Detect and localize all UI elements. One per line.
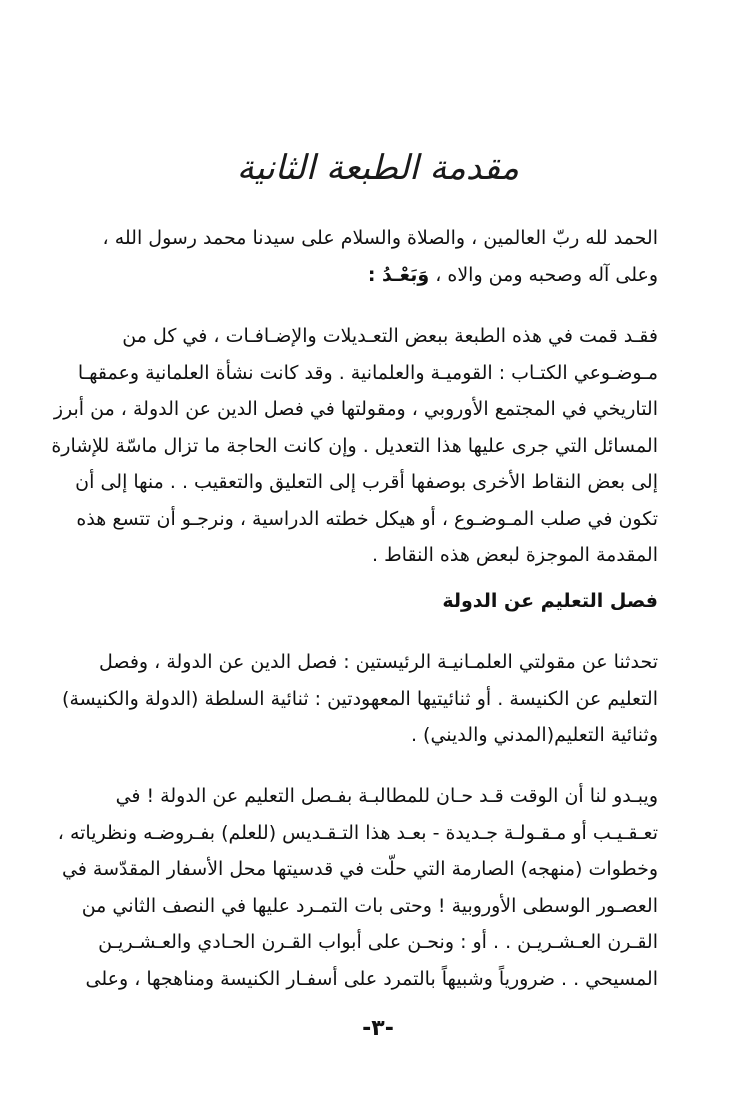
text-line: المقدمة الموجزة لبعض هذه النقاط . xyxy=(372,544,658,566)
page-number: -٣- xyxy=(362,1016,394,1041)
intro-paragraph xyxy=(104,220,658,293)
section-heading: فصل التعليم عن الدولة xyxy=(442,590,658,612)
text-line: المسيحي . . ضرورياً وشبيهاً بالتمرد على أسفـار الكنيسة ومناهجها ، وعلى xyxy=(85,967,658,990)
paragraph-1 xyxy=(51,318,658,574)
text-line: العصـور الوسطى الأوروبية ! وحتى بات التمـرد عليها في النصف الثاني من xyxy=(81,894,658,917)
text-line: وثنائية التعليم(المدني والديني) . xyxy=(410,724,658,746)
text-line: إلى بعض النقاط الأخرى بوصفها أقرب إلى التعليق والتعقيب . . منها إلى أن xyxy=(75,471,658,493)
text-line: تحدثنا عن مقولتي العلمـانيـة الرئيستين : فصل الدين عن الدولة ، وفصل xyxy=(98,651,658,673)
text-segment: وعلى آله وصحبه ومن والاه ، xyxy=(435,263,658,286)
text-line: الحمد لله ربّ العالمين ، والصلاة والسلام على سيدنا محمد رسول الله ، xyxy=(102,227,658,249)
text-line: تكون في صلب المـوضـوع ، أو هيكل خطته الدراسية ، ونرجـو أن تتسع هذه xyxy=(76,507,658,530)
text-line xyxy=(104,257,658,294)
paragraph-3 xyxy=(57,778,658,997)
paragraph-2 xyxy=(62,644,658,754)
emphasis-text: وَبَعْـدُ : xyxy=(367,263,430,286)
text-line: التعليم عن الكنيسة . أو ثنائيتيها المعهودتين : ثنائية السلطة (الدولة والكنيسة) xyxy=(62,687,658,710)
text-line: مـوضـوعي الكتـاب : القوميـة والعلمانية . وقد كانت نشأة العلمانية وعمقهـا xyxy=(77,361,658,384)
text-line: التاريخي في المجتمع الأوروبي ، ومقولتها في فصل الدين عن الدولة ، من أبرز xyxy=(53,398,658,420)
text-line: القـرن العـشـريـن . . أو : ونحـن على أبواب القـرن الحـادي والعـشـريـن xyxy=(98,931,658,953)
text-line: وخطوات (منهجه) الصارمة التي حلّت في قدسيتها محل الأسفار المقدّسة في xyxy=(61,858,658,880)
chapter-title: مقدمة الطبعة الثانية xyxy=(236,148,520,188)
text-line: ويبـدو لنا أن الوقت قـد حـان للمطالبـة بفـصل التعليم عن الدولة ! في xyxy=(115,785,658,807)
text-line: تعـقـيـب أو مـقـولـة جـديدة - بعـد هذا التـقـديس (للعلم) بفـروضـه ونظرياته ، xyxy=(57,821,658,844)
text-line: فقـد قمت في هذه الطبعة ببعض التعـديلات والإضـافـات ، في كل من xyxy=(122,325,658,347)
text-line: المسائل التي جرى عليها هذا التعديل . وإن كانت الحاجة ما تزال ماسّة للإشارة xyxy=(51,434,658,457)
